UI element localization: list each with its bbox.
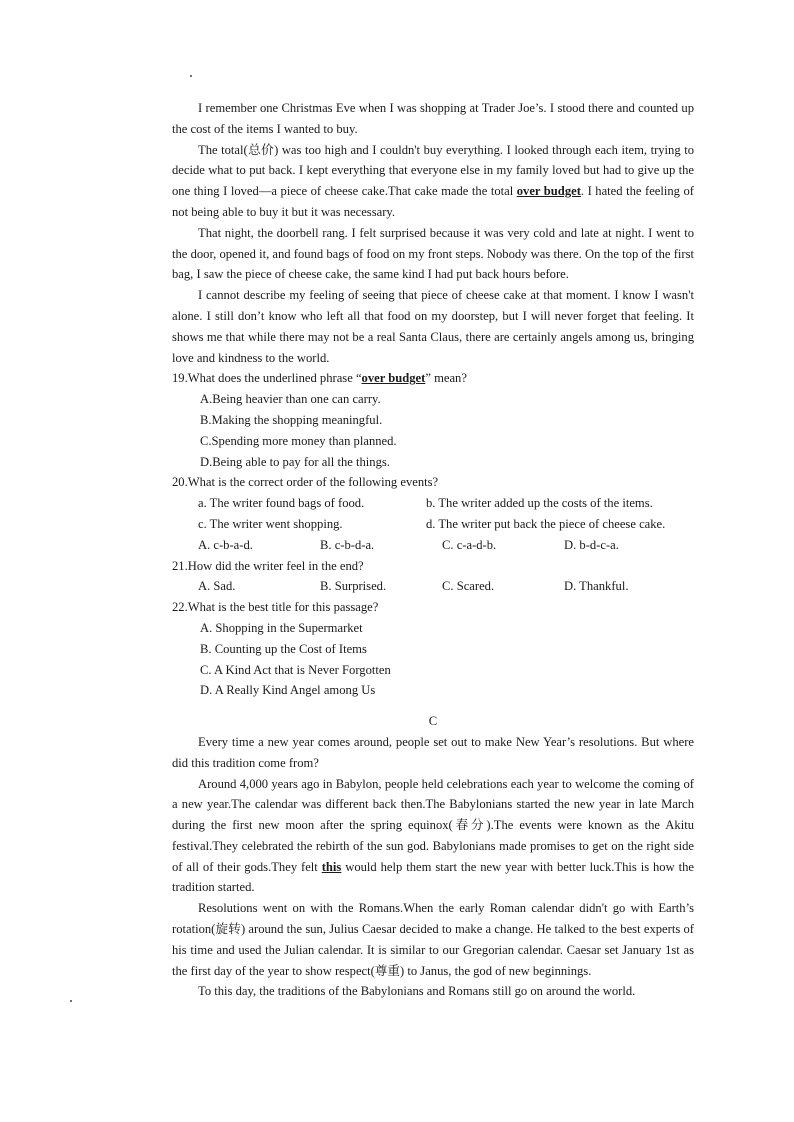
- q20-events-row-1: [172, 493, 694, 514]
- q19-option-c: C.Spending more money than planned.: [200, 433, 397, 448]
- q20-option-d: D. b-d-c-a.: [564, 537, 619, 552]
- q20-event-d: d. The writer put back the piece of cheese cake.: [426, 516, 666, 531]
- q19-option-d: D.Being able to pay for all the things.: [200, 454, 390, 469]
- scan-speck: [70, 1000, 72, 1002]
- question-19: [172, 368, 694, 389]
- q20-events-row-2: [172, 514, 694, 535]
- passage-b-paragraph-4: I cannot describe my feeling of seeing that piece of cheese cake at that moment. I know I wasn't alone. I still don’t know who left all that food on my doorstep, but I will never forget that feeling. It shows me that while there may not be a real Santa Claus, there are certainly angels among us, bringing love and kindness to the world.: [172, 288, 694, 365]
- passage-c-paragraph-4: To this day, the traditions of the Babylonians and Romans still go on around the world.: [198, 984, 636, 999]
- scan-speck: [190, 75, 192, 77]
- q21-options: [172, 576, 694, 597]
- text-run: would help them start the new year with better luck.This is how the tradition started.: [172, 859, 694, 895]
- question-22: 22.What is the best title for this passage?: [172, 600, 379, 615]
- passage-c-paragraph-3: Resolutions went on with the Romans.When the early Roman calendar didn't go with Earth’s rotation(旋转) around the sun, Julius Caesar decided to make a change. He talked to the best experts of his time and used the Julian calendar. It is similar to our Gregorian calendar. Caesar set January 1st as the first day of the year to show respect(尊重) to Janus, the god of new beginnings.: [172, 901, 694, 978]
- q20-option-c: C. c-a-d-b.: [442, 537, 497, 552]
- question-20: 20.What is the correct order of the following events?: [172, 475, 439, 490]
- section-c-heading: C: [428, 714, 438, 729]
- question-21: 21.How did the writer feel in the end?: [172, 558, 364, 573]
- text-run: Around 4,000 years ago in Babylon, people held celebrations each year to welcome the coming of a new year.The calendar was different back then.The Babylonians started the new year in late March during the first new moon after the spring equinox(春分).The events were known as the Akitu festival.They celebrated the rebirth of the sun god. Babylonians made promises to get on the right side of all of their gods.They felt: [172, 776, 694, 874]
- q22-option-d: D. A Really Kind Angel among Us: [200, 683, 376, 698]
- q21-option-c: C. Scared.: [442, 579, 495, 594]
- q21-option-b: B. Surprised.: [320, 579, 387, 594]
- underlined-phrase: over budget: [361, 371, 426, 386]
- underlined-word: this: [321, 859, 342, 874]
- passage-c-paragraph-2: [172, 774, 694, 899]
- q22-option-a: A. Shopping in the Supermarket: [200, 620, 363, 635]
- text-run: 19.What does the underlined phrase “: [172, 371, 362, 386]
- passage-b-paragraph-1: I remember one Christmas Eve when I was shopping at Trader Joe’s. I stood there and counted up the cost of the items I wanted to buy.: [172, 101, 694, 136]
- q21-option-a: A. Sad.: [198, 579, 236, 594]
- q21-option-d: D. Thankful.: [564, 579, 629, 594]
- exam-page: [172, 98, 694, 1002]
- passage-c-paragraph-1: Every time a new year comes around, people set out to make New Year’s resolutions. But where did this tradition come from?: [172, 734, 694, 770]
- q22-option-b: B. Counting up the Cost of Items: [200, 641, 367, 656]
- q20-option-a: A. c-b-a-d.: [198, 537, 253, 552]
- q19-option-a: A.Being heavier than one can carry.: [200, 392, 381, 407]
- text-run: ” mean?: [425, 371, 467, 386]
- q20-event-b: b. The writer added up the costs of the items.: [426, 496, 653, 511]
- q20-option-b: B. c-b-d-a.: [320, 537, 375, 552]
- text-run: The total(总价) was too high and I couldn't buy everything. I looked through each item, trying to decide what to put back. I kept everything that everyone else in my family loved but had to give up the one thing I loved—a piece of cheese cake.That cake made the total: [172, 142, 694, 199]
- q20-options: [172, 535, 694, 556]
- passage-b-paragraph-3: That night, the doorbell rang. I felt surprised because it was very cold and late at night. I went to the door, opened it, and found bags of food on my front steps. Nobody was there. On the top of the first bag, I saw the piece of cheese cake, the same kind I had put back hours before.: [172, 225, 694, 282]
- underlined-phrase: over budget: [516, 184, 581, 199]
- q22-option-c: C. A Kind Act that is Never Forgotten: [200, 662, 391, 677]
- q20-event-a: a. The writer found bags of food.: [198, 496, 365, 511]
- text-run: . I hated the feeling of not being able to buy it but it was necessary.: [172, 184, 694, 219]
- q19-option-b: B.Making the shopping meaningful.: [200, 412, 383, 427]
- passage-b-paragraph-2: [172, 140, 694, 223]
- q20-event-c: c. The writer went shopping.: [198, 516, 343, 531]
